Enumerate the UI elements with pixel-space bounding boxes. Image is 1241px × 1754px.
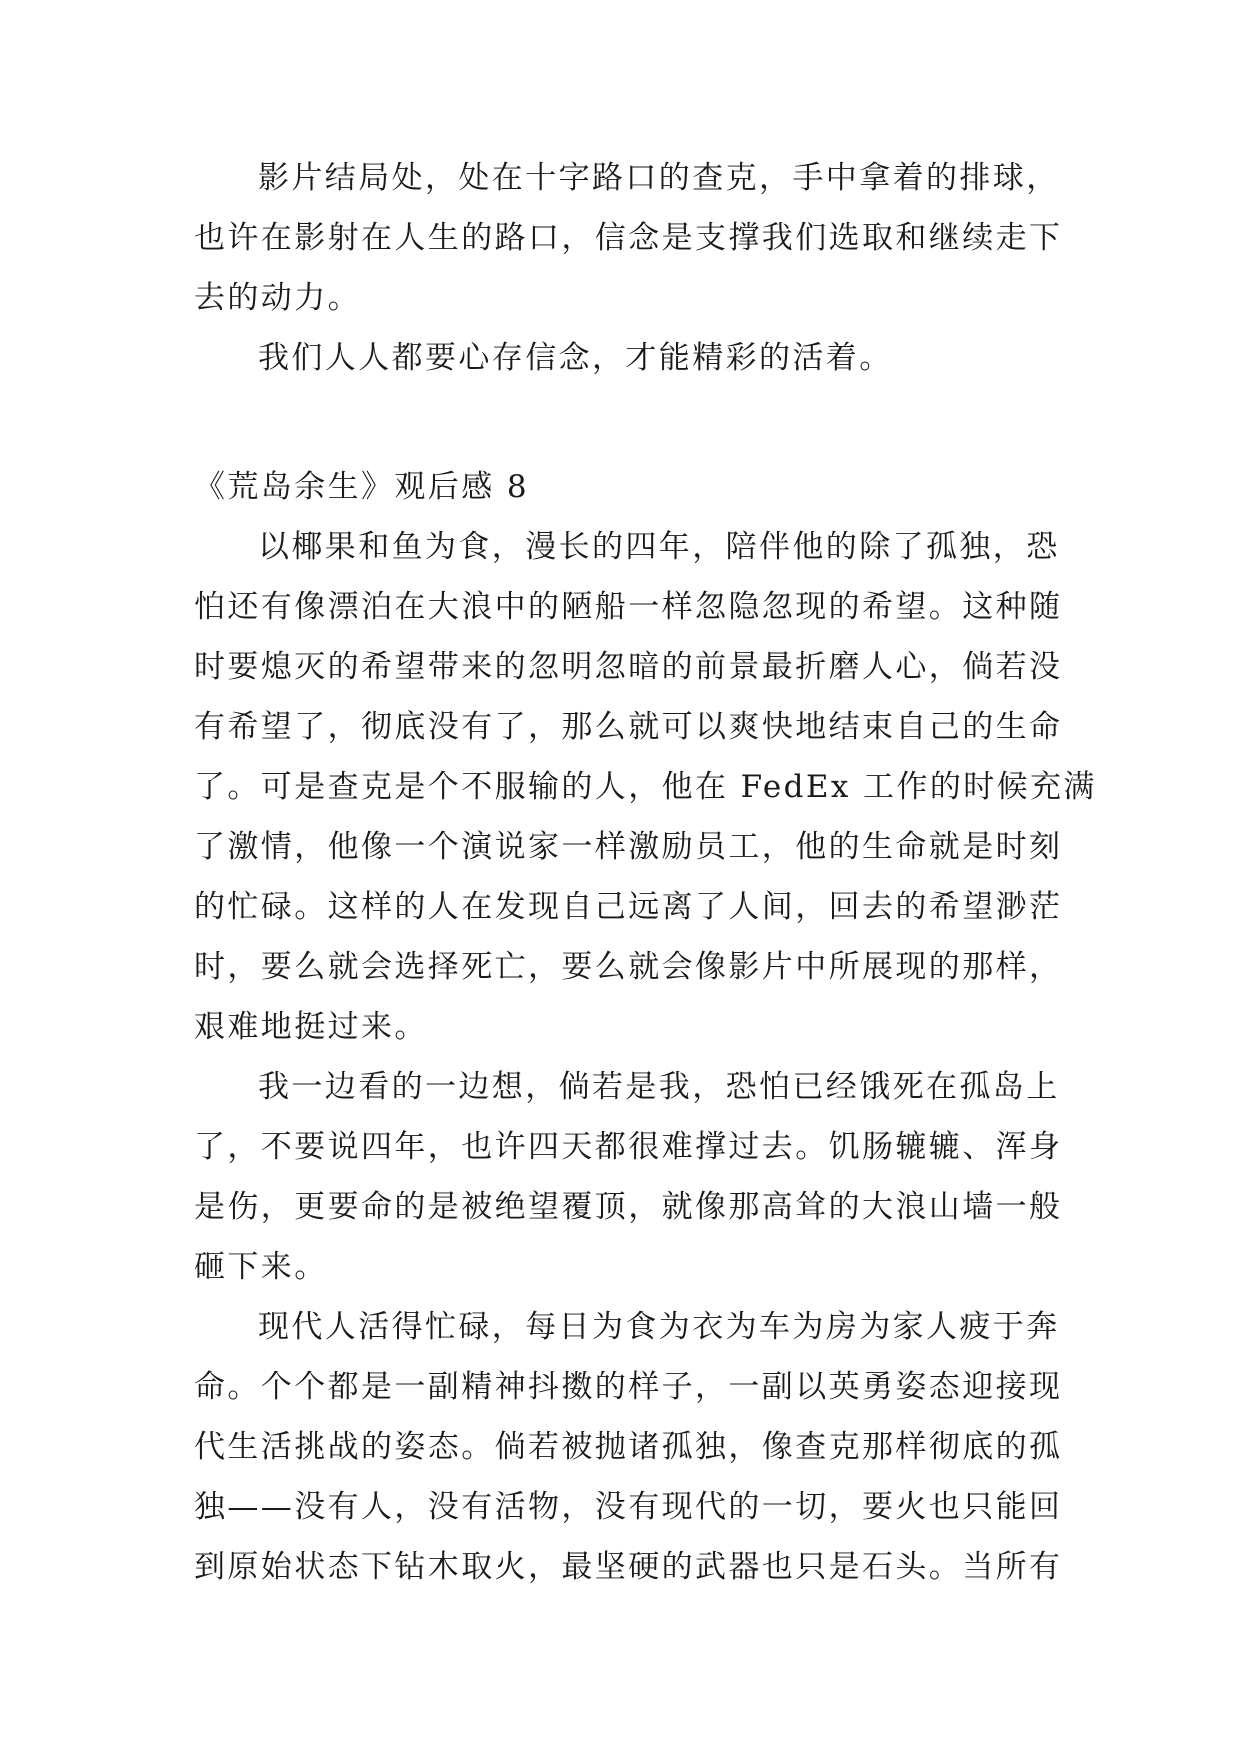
text-line: 的忙碌。这样的人在发现自己远离了人间，回去的希望渺茫 (194, 889, 1063, 925)
text-line: 了，不要说四年，也许四天都很难撑过去。饥肠辘辘、浑身 (194, 1129, 1063, 1165)
text-line: 砸下来。 (194, 1249, 328, 1285)
text-line: 了激情，他像一个演说家一样激励员工，他的生命就是时刻 (194, 829, 1063, 865)
paragraph (194, 158, 1064, 338)
text-line: 也许在影射在人生的路口，信念是支撑我们选取和继续走下 (194, 220, 1063, 256)
text-line: 我们人人都要心存信念，才能精彩的活着。 (258, 340, 893, 376)
text-line: 时，要么就会选择死亡，要么就会像影片中所展现的那样， (194, 949, 1063, 985)
text-line: 去的动力。 (194, 280, 361, 316)
paragraph (194, 527, 1097, 1067)
paragraph (194, 1307, 1064, 1607)
text-line: 时要熄灭的希望带来的忽明忽暗的前景最折磨人心，倘若没 (194, 649, 1063, 685)
text-line: 了。可是查克是个不服输的人，他在 FedEx 工作的时候充满 (194, 769, 1097, 805)
text-line: 现代人活得忙碌，每日为食为衣为车为房为家人疲于奔 (258, 1309, 1060, 1345)
paragraph (194, 338, 1064, 398)
text-line: 独——没有人，没有活物，没有现代的一切，要火也只能回 (194, 1489, 1063, 1525)
text-line: 影片结局处，处在十字路口的查克，手中拿着的排球， (258, 160, 1060, 196)
text-line: 命。个个都是一副精神抖擞的样子，一副以英勇姿态迎接现 (194, 1369, 1063, 1405)
paragraph (194, 1067, 1064, 1307)
text-line: 代生活挑战的姿态。倘若被抛诸孤独，像查克那样彻底的孤 (194, 1429, 1063, 1465)
text-line: 怕还有像漂泊在大浪中的陋船一样忽隐忽现的希望。这种随 (194, 589, 1063, 625)
text-line: 到原始状态下钻木取火，最坚硬的武器也只是石头。当所有 (194, 1549, 1063, 1585)
section-heading: 《荒岛余生》观后感 8 (194, 469, 529, 505)
text-line: 我一边看的一边想，倘若是我，恐怕已经饿死在孤岛上 (258, 1069, 1060, 1105)
text-line: 以椰果和鱼为食，漫长的四年，陪伴他的除了孤独，恐 (258, 529, 1060, 565)
text-line: 艰难地挺过来。 (194, 1009, 428, 1045)
document-body (194, 158, 1097, 1607)
text-line: 有希望了，彻底没有了，那么就可以爽快地结束自己的生命 (194, 709, 1063, 745)
section-spacer (194, 398, 1064, 467)
text-line: 是伤，更要命的是被绝望覆顶，就像那高耸的大浪山墙一般 (194, 1189, 1063, 1225)
